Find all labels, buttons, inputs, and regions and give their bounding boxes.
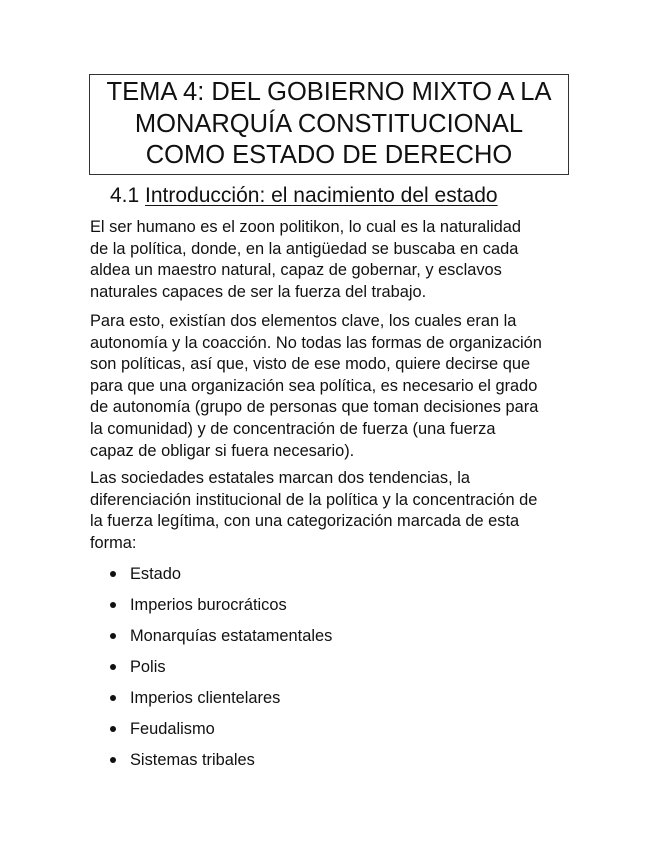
bullet-icon	[110, 757, 116, 763]
paragraph-line: forma:	[90, 533, 137, 552]
paragraph-3	[90, 468, 570, 554]
list-item	[110, 563, 332, 594]
paragraph-line: la fuerza legítima, con una categorización marcada de esta	[90, 512, 520, 531]
section-number: 4.1	[110, 184, 140, 207]
list-item-label: Monarquías estatamentales	[130, 627, 333, 645]
list-item-label: Polis	[130, 658, 166, 676]
list-item-label: Estado	[130, 565, 182, 583]
paragraph-line: autonomía y la coacción. No todas las formas de organización	[90, 333, 542, 352]
chapter-title-line: MONARQUÍA CONSTITUCIONAL	[134, 109, 524, 138]
paragraph-2	[90, 311, 570, 462]
chapter-title-box	[89, 74, 569, 175]
list-item	[110, 718, 332, 749]
list-item-label: Sistemas tribales	[130, 751, 255, 769]
bullet-icon	[110, 695, 116, 701]
paragraph-line: para que una organización sea política, es necesario el grado	[90, 376, 538, 395]
list-item	[110, 656, 332, 687]
paragraph-line: capaz de obligar si fuera necesario).	[90, 441, 355, 460]
list-item-label: Feudalismo	[130, 720, 215, 738]
paragraph-line: naturales capaces de ser la fuerza del trabajo.	[90, 282, 427, 301]
section-title: Introducción: el nacimiento del estado	[145, 184, 498, 207]
list-item-label: Imperios clientelares	[130, 689, 281, 707]
bullet-icon	[110, 664, 116, 670]
list-item-label: Imperios burocráticos	[130, 596, 287, 614]
bullet-icon	[110, 726, 116, 732]
paragraph-line: la comunidad) y de concentración de fuerza (una fuerza	[90, 419, 496, 438]
list-item	[110, 687, 332, 718]
chapter-title-line: COMO ESTADO DE DERECHO	[145, 141, 513, 170]
paragraph-1	[90, 217, 570, 303]
section-heading	[110, 183, 498, 209]
paragraph-line: diferenciación institucional de la política y la concentración de	[90, 490, 538, 509]
list-item	[110, 749, 332, 780]
bullet-icon	[110, 602, 116, 608]
bullet-icon	[110, 571, 116, 577]
paragraph-line: Para esto, existían dos elementos clave, los cuales eran la	[90, 312, 517, 330]
paragraph-line: El ser humano es el zoon politikon, lo cual es la naturalidad	[90, 218, 521, 236]
chapter-title-line: TEMA 4: DEL GOBIERNO MIXTO A LA	[106, 78, 552, 107]
list-item	[110, 594, 332, 625]
paragraph-line: aldea un maestro natural, capaz de gobernar, y esclavos	[90, 261, 502, 280]
paragraph-line: de autonomía (grupo de personas que toman decisiones para	[90, 398, 539, 417]
bullet-icon	[110, 633, 116, 639]
list-item	[110, 625, 332, 656]
paragraph-line: son políticas, así que, visto de ese modo, quiere decirse que	[90, 355, 531, 374]
paragraph-line: Las sociedades estatales marcan dos tendencias, la	[90, 469, 470, 487]
bullet-list	[110, 563, 332, 780]
paragraph-line: de la política, donde, en la antigüedad se buscaba en cada	[90, 239, 519, 258]
